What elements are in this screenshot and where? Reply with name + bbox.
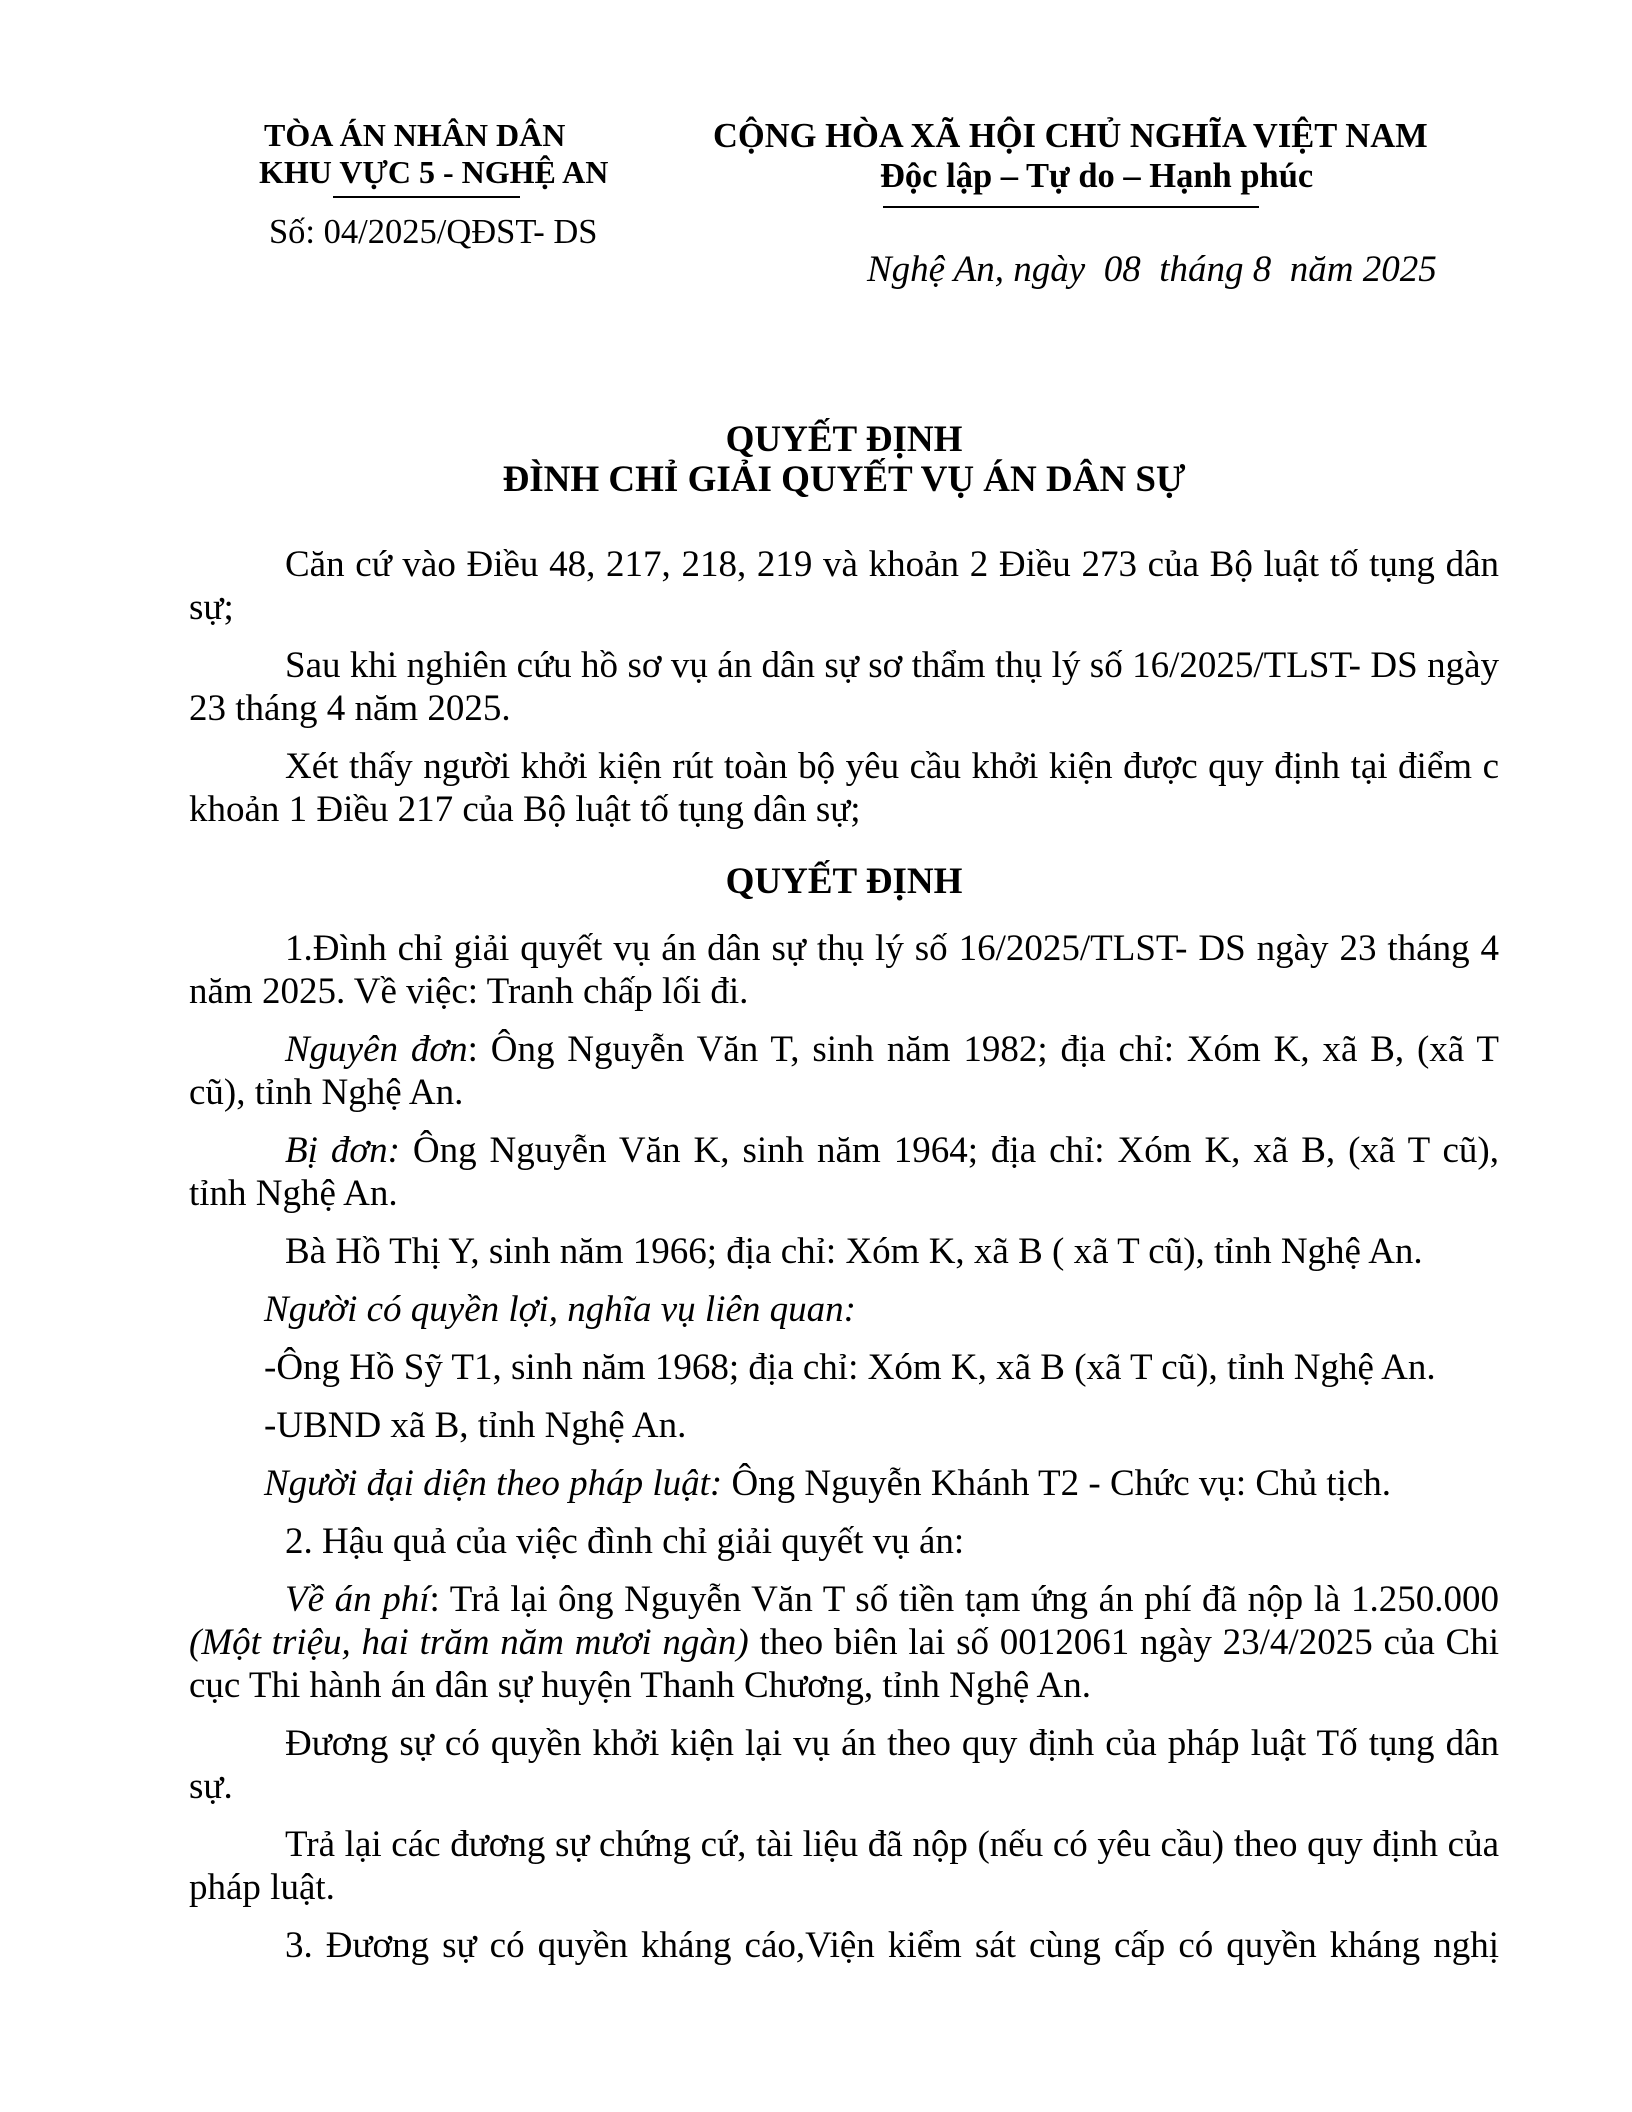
national-motto: Độc lập – Tự do – Hạnh phúc xyxy=(880,157,1314,195)
paragraph-line: -UBND xã B, tỉnh Nghệ An. xyxy=(264,1405,687,1446)
decision-number: Số: 04/2025/QĐST- DS xyxy=(269,213,598,251)
paragraph-line xyxy=(189,1578,1499,1621)
court-fee-label: Về án phí xyxy=(285,1579,430,1620)
paragraph-line: pháp luật. xyxy=(189,1867,335,1908)
paragraph-line: Đương sự có quyền khởi kiện lại vụ án theo quy định của pháp luật Tố tụng dân xyxy=(285,1723,1499,1764)
paragraph-defendant-2 xyxy=(189,1230,1499,1273)
paragraph-line: Người có quyền lợi, nghĩa vụ liên quan: xyxy=(264,1289,856,1330)
place-date: Nghệ An, ngày 08 tháng 8 năm 2025 xyxy=(867,249,1437,290)
paragraph-line: 3. Đương sự có quyền kháng cáo,Viện kiểm sát cùng cấp có quyền kháng nghị xyxy=(285,1925,1499,1966)
paragraph-line: 23 tháng 4 năm 2025. xyxy=(189,688,511,729)
paragraph-line: sự; xyxy=(189,587,234,628)
decision-subtitle: ĐÌNH CHỈ GIẢI QUYẾT VỤ ÁN DÂN SỰ xyxy=(502,459,1186,500)
paragraph-court-fee xyxy=(189,1578,1499,1707)
paragraph-line: sự. xyxy=(189,1766,233,1807)
paragraph-item-1 xyxy=(189,927,1499,1013)
decision-heading: QUYẾT ĐỊNH xyxy=(725,861,963,902)
court-region: KHU VỰC 5 - NGHỆ AN xyxy=(259,154,609,190)
court-fee-receipt: theo biên lai số 0012061 ngày 23/4/2025 của Chi xyxy=(748,1622,1500,1663)
defendant-text: Ông Nguyễn Văn K, sinh năm 1964; địa chỉ: Xóm K, xã B, (xã T cũ), xyxy=(399,1130,1499,1171)
paragraph-line: Trả lại các đương sự chứng cứ, tài liệu đã nộp (nếu có yêu cầu) theo quy định của xyxy=(285,1824,1499,1865)
plaintiff-text: : Ông Nguyễn Văn T, sinh năm 1982; địa chỉ: Xóm K, xã B, (xã T xyxy=(467,1029,1499,1070)
paragraph-line: Xét thấy người khởi kiện rút toàn bộ yêu cầu khởi kiện được quy định tại điểm c xyxy=(285,746,1499,787)
plaintiff-label: Nguyên đơn xyxy=(285,1029,468,1070)
paragraph-item-2 xyxy=(189,1520,1499,1563)
paragraph-line: Sau khi nghiên cứu hồ sơ vụ án dân sự sơ thẩm thụ lý số 16/2025/TLST- DS ngày xyxy=(285,645,1499,686)
paragraph-basis-1 xyxy=(189,543,1499,629)
paragraph-line xyxy=(189,1621,1499,1664)
paragraph-defendant xyxy=(189,1129,1499,1215)
paragraph-legal-representative xyxy=(189,1462,1499,1505)
paragraph-line xyxy=(189,1462,1499,1505)
legal-representative-text: Ông Nguyễn Khánh T2 - Chức vụ: Chủ tịch. xyxy=(722,1463,1392,1504)
paragraph-right-to-refile xyxy=(189,1722,1499,1808)
paragraph-related-party-1 xyxy=(189,1346,1499,1389)
paragraph-line: 1.Đình chỉ giải quyết vụ án dân sự thụ lý số 16/2025/TLST- DS ngày 23 tháng 4 xyxy=(285,928,1499,969)
paragraph-line: 2. Hậu quả của việc đình chỉ giải quyết vụ án: xyxy=(285,1521,965,1562)
amount-in-words: (Một triệu, hai trăm năm mươi ngàn) xyxy=(189,1622,749,1663)
paragraph-line: cũ), tỉnh Nghệ An. xyxy=(189,1072,464,1113)
defendant-label: Bị đơn: xyxy=(285,1130,400,1171)
paragraph-line: Bà Hồ Thị Y, sinh năm 1966; địa chỉ: Xóm K, xã B ( xã T cũ), tỉnh Nghệ An. xyxy=(285,1231,1423,1272)
paragraph-plaintiff xyxy=(189,1028,1499,1114)
court-name-underline xyxy=(333,196,520,198)
court-fee-text: : Trả lại ông Nguyễn Văn T số tiền tạm ứng án phí đã nộp là 1.250.000 xyxy=(429,1579,1500,1620)
paragraph-line xyxy=(189,1129,1499,1172)
motto-underline xyxy=(883,206,1259,208)
paragraph-related-party-label xyxy=(189,1288,1499,1331)
paragraph-line xyxy=(189,1028,1499,1071)
paragraph-basis-3 xyxy=(189,745,1499,831)
national-title: CỘNG HÒA XÃ HỘI CHỦ NGHĨA VIỆT NAM xyxy=(713,117,1428,155)
paragraph-line: cục Thi hành án dân sự huyện Thanh Chương, tỉnh Nghệ An. xyxy=(189,1665,1091,1706)
decision-title: QUYẾT ĐỊNH xyxy=(725,419,963,460)
paragraph-related-party-2 xyxy=(189,1404,1499,1447)
paragraph-return-evidence xyxy=(189,1823,1499,1909)
document-body xyxy=(189,543,1499,1967)
paragraph-line: -Ông Hồ Sỹ T1, sinh năm 1968; địa chỉ: Xóm K, xã B (xã T cũ), tỉnh Nghệ An. xyxy=(264,1347,1436,1388)
paragraph-basis-2 xyxy=(189,644,1499,730)
paragraph-line: khoản 1 Điều 217 của Bộ luật tố tụng dân sự; xyxy=(189,789,861,830)
court-name: TÒA ÁN NHÂN DÂN xyxy=(264,117,566,153)
paragraph-item-3 xyxy=(189,1924,1499,1967)
paragraph-line: tỉnh Nghệ An. xyxy=(189,1173,398,1214)
paragraph-line: Căn cứ vào Điều 48, 217, 218, 219 và khoản 2 Điều 273 của Bộ luật tố tụng dân xyxy=(285,544,1499,585)
paragraph-line: năm 2025. Về việc: Tranh chấp lối đi. xyxy=(189,971,749,1012)
legal-representative-label: Người đại diện theo pháp luật: xyxy=(264,1463,723,1504)
